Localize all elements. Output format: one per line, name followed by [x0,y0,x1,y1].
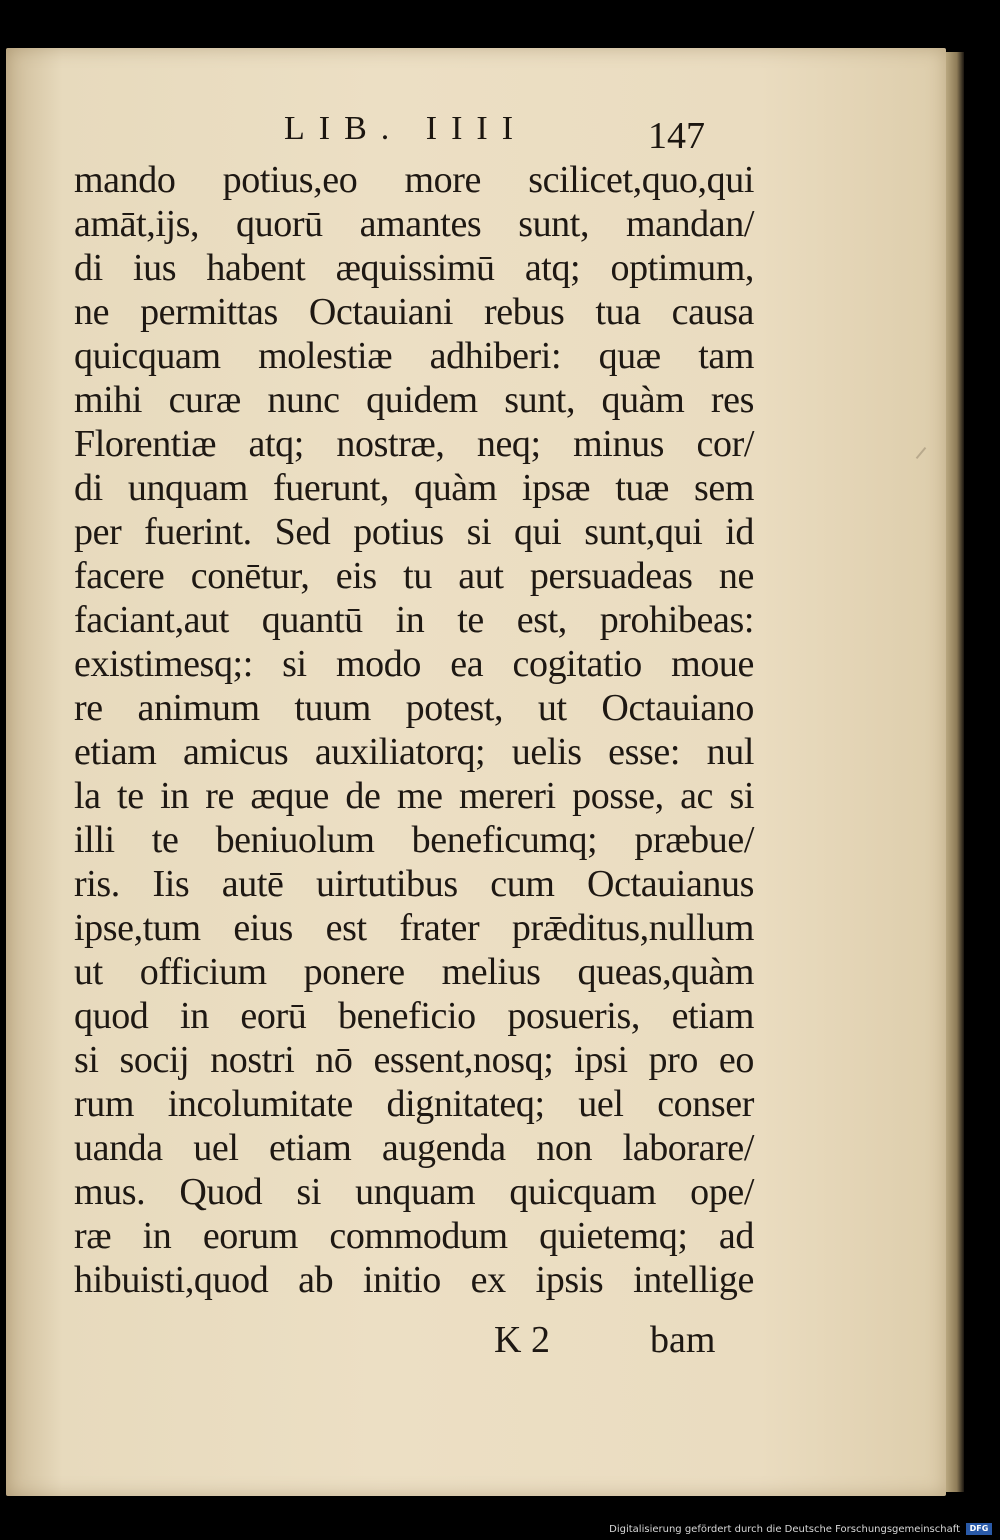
text-line: per fuerint. Sed potius si qui sunt,qui id [74,511,754,553]
credit-text: Digitalisierung gefördert durch die Deutsche Forschungsgemeinschaft [609,1523,960,1535]
running-head: LIB. IIII [284,110,528,147]
text-line: Florentiæ atq; nostræ, neq; minus cor/ [74,423,754,465]
text-line: illi te beniuolum beneficumq; præbue/ [74,819,754,861]
text-line: si socij nostri nō essent,nosq; ipsi pro eo [74,1039,754,1081]
text-line: rum incolumitate dignitateq; uel conser [74,1083,754,1125]
dfg-logo-icon: DFG [966,1523,992,1535]
text-line: la te in re æque de me mereri posse, ac si [74,775,754,817]
signature-mark: K 2 [494,1319,550,1361]
text-line: ipse,tum eius est frater prǣditus,nullum [74,907,754,949]
text-line: mando potius,eo more scilicet,quo,qui [74,159,754,201]
text-line: faciant,aut quantū in te est, prohibeas: [74,599,754,641]
page-edge [946,52,964,1492]
text-line: ne permittas Octauiani rebus tua causa [74,291,754,333]
text-line: etiam amicus auxiliatorq; uelis esse: nul [74,731,754,773]
text-line: uanda uel etiam augenda non laborare/ [74,1127,754,1169]
text-line: ris. Iis autē uirtutibus cum Octauianus [74,863,754,905]
text-line: ræ in eorum commodum quietemq; ad [74,1215,754,1257]
text-line: quod in eorū beneficio posueris, etiam [74,995,754,1037]
page-number: 147 [648,115,705,157]
text-line: mus. Quod si unquam quicquam ope/ [74,1171,754,1213]
text-line: hibuisti,quod ab initio ex ipsis intellige [74,1259,754,1301]
text-line: ut officium ponere melius queas,quàm [74,951,754,993]
text-line: re animum tuum potest, ut Octauiano [74,687,754,729]
catchword: bam [650,1319,716,1361]
body-text [74,158,754,1302]
text-line: existimesq;: si modo ea cogitatio moue [74,643,754,685]
page-footer [0,1318,1000,1368]
digitization-credit [609,1523,992,1535]
text-line: quicquam molestiæ adhiberi: quæ tam [74,335,754,377]
text-line: facere conētur, eis tu aut persuadeas ne [74,555,754,597]
text-line: di ius habent æquissimū atq; optimum, [74,247,754,289]
page-header [0,110,1000,160]
text-line: di unquam fuerunt, quàm ipsæ tuæ sem [74,467,754,509]
text-line: amāt,ijs, quorū amantes sunt, mandan/ [74,203,754,245]
text-line: mihi curæ nunc quidem sunt, quàm res [74,379,754,421]
